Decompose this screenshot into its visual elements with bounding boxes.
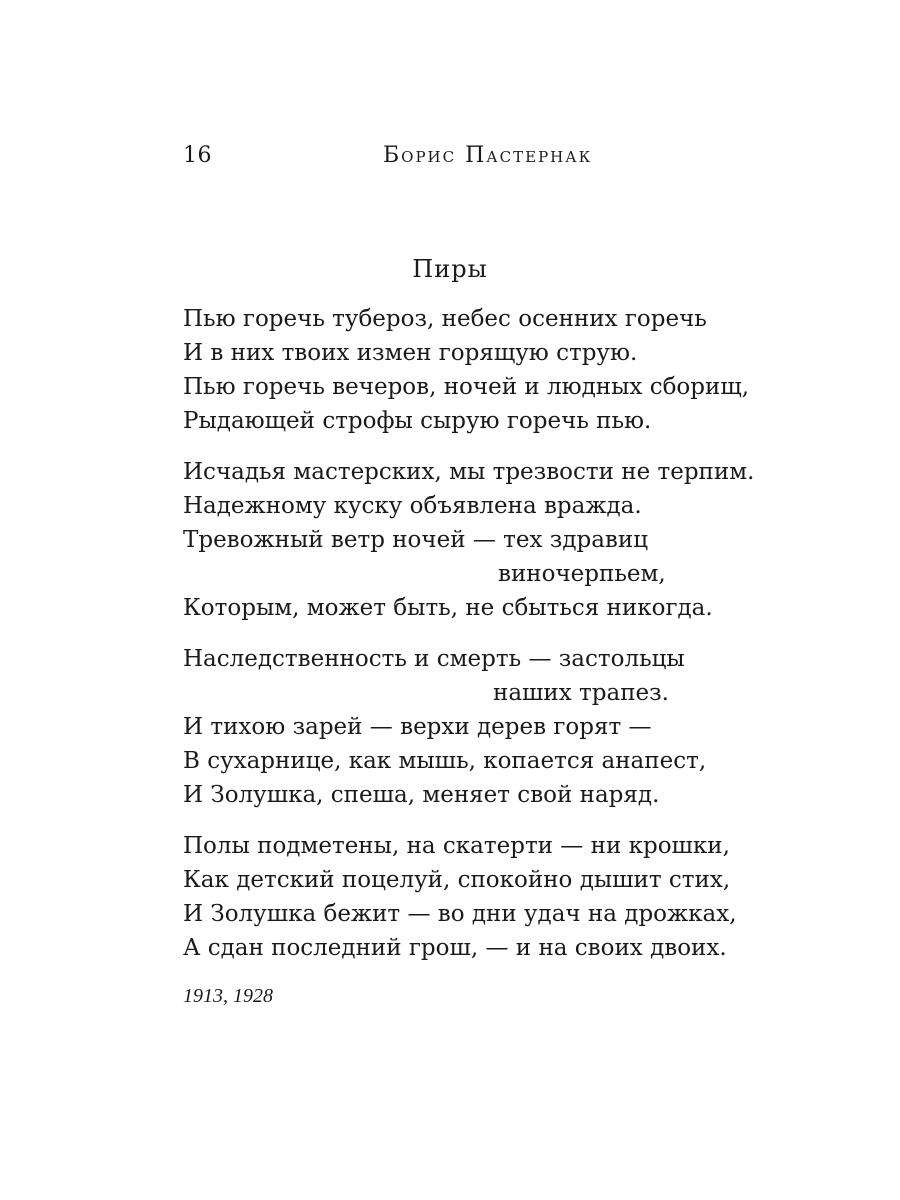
poem-date: 1913, 1928 — [183, 985, 273, 1007]
poem-line: Рыдающей строфы сырую горечь пью. — [183, 408, 652, 434]
poem-line: Которым, может быть, не сбыться никогда. — [183, 595, 713, 621]
poem-line: Полы подметены, на скатерти — ни крошки, — [183, 833, 730, 859]
stanza-3 — [183, 642, 823, 812]
poem-line-turnover: наших трапез. — [493, 680, 669, 706]
poem-line: И в них твоих измен горящую струю. — [183, 340, 638, 366]
poem-line-turnover: виночерпьем, — [498, 561, 666, 587]
stanza-4 — [183, 829, 823, 965]
poem-line: Как детский поцелуй, спокойно дышит стих, — [183, 867, 731, 893]
poem-line: Тревожный ветр ночей — тех здравиц — [183, 527, 648, 553]
poem-line: Пью горечь вечеров, ночей и людных сборищ, — [183, 374, 750, 400]
poem-line: И Золушка бежит — во дни удач на дрожках, — [183, 901, 737, 927]
stanza-2 — [183, 455, 823, 625]
running-head-author: Борис Пастернак — [383, 143, 593, 168]
poem-line: Исчадья мастерских, мы трезвости не терпим. — [183, 459, 755, 485]
poem-title: Пиры — [412, 255, 488, 283]
poem-line: А сдан последний грош, — и на своих двоих. — [183, 935, 727, 961]
poem-line: В сухарнице, как мышь, копается анапест, — [183, 748, 707, 774]
poem-line: Наследственность и смерть — застольцы — [183, 646, 685, 672]
poem-body — [183, 302, 823, 982]
stanza-1 — [183, 302, 823, 438]
poem-line: И тихою зарей — верхи дерев горят — — [183, 714, 652, 740]
page-number: 16 — [183, 143, 212, 168]
poem-line: Надежному куску объявлена вражда. — [183, 493, 642, 519]
poem-line: Пью горечь тубероз, небес осенних горечь — [183, 306, 707, 332]
poem-line: И Золушка, спеша, меняет свой наряд. — [183, 782, 660, 808]
